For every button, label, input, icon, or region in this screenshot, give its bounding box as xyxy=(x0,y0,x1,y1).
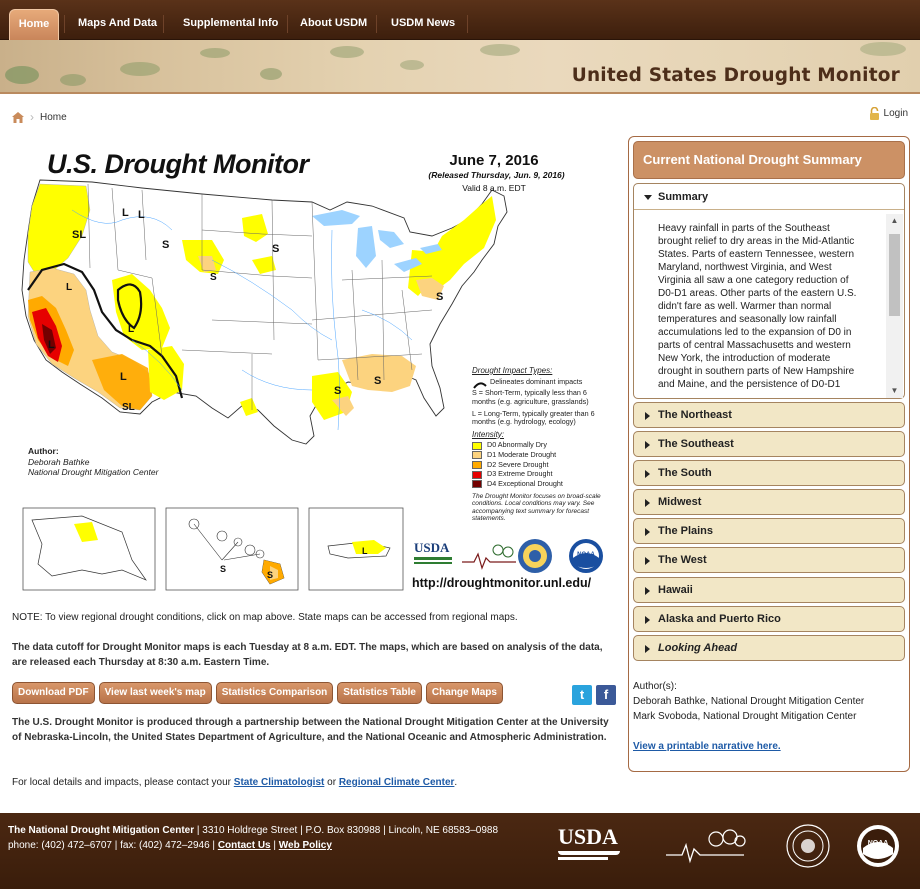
section-label: Hawaii xyxy=(658,584,693,596)
caret-down-icon xyxy=(644,195,652,200)
svg-text:NOAA: NOAA xyxy=(867,840,889,847)
section-label: Looking Ahead xyxy=(658,642,738,654)
nav-divider xyxy=(376,15,377,33)
footer-address-text: | 3310 Holdrege Street | P.O. Box 830988 | Lincoln, NE 68583–0988 xyxy=(194,825,499,836)
map-date: June 7, 2016 xyxy=(449,152,539,169)
regional-climate-center-link[interactable]: Regional Climate Center xyxy=(338,777,455,788)
summary-header[interactable] xyxy=(634,184,904,210)
legend-level xyxy=(472,480,612,489)
svg-text:L: L xyxy=(120,371,127,383)
legend-swatch xyxy=(472,480,482,488)
footer-usda-logo[interactable]: USDA xyxy=(558,825,620,865)
contact-us-link[interactable]: Contact Us xyxy=(217,840,271,851)
legend-swatch xyxy=(472,471,482,479)
printable-narrative-link[interactable]: View a printable narrative here. xyxy=(633,741,781,752)
statistics-table-button[interactable]: Statistics Table xyxy=(337,682,422,704)
breadcrumb-home[interactable]: Home xyxy=(40,111,67,123)
section-alaska-puerto-rico[interactable] xyxy=(633,606,905,632)
top-navigation xyxy=(0,0,920,40)
department-of-commerce-seal xyxy=(517,538,553,574)
nav-divider xyxy=(64,15,65,33)
caret-right-icon xyxy=(645,557,650,565)
scroll-up-icon[interactable]: ▲ xyxy=(890,216,899,225)
legend-long-term: L = Long-Term, typically greater than 6 months (e.g. hydrology, ecology) xyxy=(472,408,595,427)
contact-prefix: For local details and impacts, please contact your xyxy=(12,777,234,788)
svg-text:L: L xyxy=(48,339,55,351)
legend-level-label: D1 Moderate Drought xyxy=(487,450,557,460)
footer-phone: phone: (402) 472–6707 | fax: (402) 472–2946 | xyxy=(8,840,218,851)
caret-right-icon xyxy=(645,441,650,449)
map-valid-time: Valid 8 a.m. EDT xyxy=(462,183,526,193)
contact-text xyxy=(12,775,617,790)
legend-dominant: Delineates dominant impacts xyxy=(490,376,583,386)
caret-right-icon xyxy=(645,412,650,420)
svg-text:NOAA: NOAA xyxy=(577,552,595,558)
scroll-down-icon[interactable]: ▼ xyxy=(890,386,899,395)
section-northeast[interactable] xyxy=(633,402,905,428)
download-pdf-button[interactable]: Download PDF xyxy=(12,682,95,704)
banner xyxy=(0,40,920,94)
section-southeast[interactable] xyxy=(633,431,905,457)
map-url: http://droughtmonitor.unl.edu/ xyxy=(412,576,592,590)
svg-text:L: L xyxy=(128,324,135,335)
summary-authors xyxy=(633,679,864,754)
svg-text:L: L xyxy=(362,546,368,556)
svg-text:SL: SL xyxy=(72,229,87,241)
usda-logo: USDA xyxy=(414,540,452,570)
lock-icon xyxy=(869,107,880,120)
map-released: (Released Thursday, Jun. 9, 2016) xyxy=(428,170,565,180)
svg-text:S: S xyxy=(334,385,342,397)
scroll-thumb[interactable] xyxy=(889,234,900,316)
legend-swatch xyxy=(472,442,482,450)
footer-address xyxy=(8,825,498,836)
contact-or: or xyxy=(324,777,339,788)
legend-swatch xyxy=(472,451,482,459)
legend-level-label: D2 Severe Drought xyxy=(487,459,549,469)
twitter-icon[interactable]: t xyxy=(572,685,592,705)
summary-scrollbar[interactable] xyxy=(886,214,903,398)
section-west[interactable] xyxy=(633,547,905,573)
caret-right-icon xyxy=(645,645,650,653)
legend-level xyxy=(472,461,612,470)
nav-maps-and-data[interactable]: Maps And Data xyxy=(78,17,158,29)
svg-text:S: S xyxy=(162,239,170,251)
caret-right-icon xyxy=(645,616,650,624)
footer-org: The National Drought Mitigation Center xyxy=(8,825,195,836)
section-label: The Southeast xyxy=(658,438,734,450)
partnership-text: The U.S. Drought Monitor is produced through a partnership between the National Drought Mitigation Center at the University of Nebraska-Lincoln, the United States Department of Agriculture, and the National Oceanic and Atmospheric Administration. xyxy=(12,717,609,743)
author-label: Author: xyxy=(28,446,59,456)
nav-about-usdm[interactable]: About USDM xyxy=(300,17,368,29)
nav-home[interactable]: Home xyxy=(9,9,59,40)
section-looking-ahead[interactable] xyxy=(633,635,905,661)
section-label: The Plains xyxy=(658,525,714,537)
summary-section xyxy=(633,183,905,399)
legend-level xyxy=(472,451,612,460)
caret-right-icon xyxy=(645,499,650,507)
section-label: Alaska and Puerto Rico xyxy=(658,613,781,625)
breadcrumb-separator-icon: › xyxy=(30,110,34,124)
authors-label: Author(s): xyxy=(633,681,677,692)
svg-text:S: S xyxy=(220,564,227,574)
nav-supplemental-info[interactable]: Supplemental Info xyxy=(183,17,279,29)
section-label: The South xyxy=(658,467,712,479)
svg-text:L: L xyxy=(66,282,73,293)
legend-impact-title: Drought Impact Types: xyxy=(472,366,553,375)
svg-text:S: S xyxy=(267,570,274,580)
section-label: The West xyxy=(658,554,707,566)
map-author xyxy=(28,446,158,478)
footer-contact xyxy=(8,840,332,851)
nav-divider xyxy=(287,15,288,33)
legend-level-label: D3 Extreme Drought xyxy=(487,469,553,479)
footer xyxy=(0,813,920,889)
svg-text:SL: SL xyxy=(122,402,135,413)
author-entry: Mark Svoboda, National Drought Mitigation Center xyxy=(633,711,857,722)
breadcrumb xyxy=(12,110,67,124)
section-plains[interactable] xyxy=(633,518,905,544)
statistics-comparison-button[interactable]: Statistics Comparison xyxy=(216,682,334,704)
login-label: Login xyxy=(883,108,908,119)
svg-text:S: S xyxy=(374,375,382,387)
caret-right-icon xyxy=(645,528,650,536)
section-south[interactable] xyxy=(633,460,905,486)
change-maps-button[interactable]: Change Maps xyxy=(426,682,503,704)
caret-right-icon xyxy=(645,470,650,478)
home-icon[interactable] xyxy=(12,112,24,123)
section-hawaii[interactable] xyxy=(633,577,905,603)
contact-period: . xyxy=(454,777,458,788)
footer-ndmc-logo[interactable] xyxy=(664,825,748,865)
drought-map[interactable] xyxy=(12,140,612,596)
legend-level-label: D4 Exceptional Drought xyxy=(487,478,563,488)
footer-noaa-logo[interactable] xyxy=(856,824,900,868)
legend-level xyxy=(472,441,612,450)
map-title: U.S. Drought Monitor xyxy=(47,149,309,179)
data-cutoff-note: The data cutoff for Drought Monitor maps is each Tuesday at 8 a.m. EDT. The maps, which are based on analysis of the data, are released each Thursday at 8:30 a.m. Eastern Time. xyxy=(12,642,603,668)
legend-level xyxy=(472,470,612,479)
section-label: Midwest xyxy=(658,496,702,508)
legend-swatch xyxy=(472,461,482,469)
panel-title: Current National Drought Summary xyxy=(633,141,905,179)
author-name: Deborah Bathke xyxy=(28,456,90,467)
drought-summary-panel xyxy=(628,136,910,772)
author-entry: Deborah Bathke, National Drought Mitigation Center xyxy=(633,696,865,707)
summary-header-label: Summary xyxy=(658,191,709,203)
login-link[interactable] xyxy=(869,107,908,120)
legend-intensity-title: Intensity: xyxy=(472,429,505,439)
nav-divider xyxy=(467,15,468,33)
map-legend xyxy=(472,366,612,522)
web-policy-link[interactable]: Web Policy xyxy=(278,840,332,851)
footer-separator: | xyxy=(270,840,279,851)
author-org: National Drought Mitigation Center xyxy=(28,467,159,478)
section-label: The Northeast xyxy=(658,409,732,421)
nav-divider xyxy=(163,15,164,33)
nav-usdm-news[interactable]: USDM News xyxy=(391,17,456,29)
facebook-icon[interactable]: f xyxy=(596,685,616,705)
map-actions xyxy=(12,682,507,704)
regional-note: NOTE: To view regional drought conditions, click on map above. State maps can be accessed from regional maps. xyxy=(12,612,518,623)
footer-commerce-seal[interactable] xyxy=(786,824,830,868)
caret-right-icon xyxy=(645,587,650,595)
noaa-logo xyxy=(568,538,604,574)
legend-focus-note: The Drought Monitor focuses on broad-scale conditions. Local conditions may vary. See accompanying text summary for forecast statements. xyxy=(472,492,601,522)
view-last-week-button[interactable]: View last week's map xyxy=(99,682,212,704)
section-midwest[interactable] xyxy=(633,489,905,515)
svg-text:S: S xyxy=(210,272,217,283)
svg-text:L: L xyxy=(122,207,129,219)
summary-text: Heavy rainfall in parts of the Southeast brought relief to dry areas in the Mid-Atlantic States. Parts of eastern Tennessee, western Maryland, northwest Virginia, and West Virginia all saw a one category reduction of D0-D1 areas. Other parts of the eastern U.S. didn't fare as well. Warmer than normal temperatures and seasonally low rainfall accumulations led to the expansion of D0 in parts of central Massachusetts and western New York, the introduction of moderate drought in southern parts of New Hampshire and Maine, and the persistence of D0-D1 xyxy=(658,223,857,390)
state-climatologist-link[interactable]: State Climatologist xyxy=(233,777,325,788)
legend-level-label: D0 Abnormally Dry xyxy=(487,440,547,450)
svg-text:S: S xyxy=(272,243,280,255)
svg-text:S: S xyxy=(436,291,444,303)
ndmc-logo xyxy=(460,540,520,574)
legend-short-term: S = Short-Term, typically less than 6 months (e.g. agriculture, grasslands) xyxy=(472,388,589,406)
site-title: United States Drought Monitor xyxy=(571,65,900,86)
svg-text:L: L xyxy=(138,209,145,221)
